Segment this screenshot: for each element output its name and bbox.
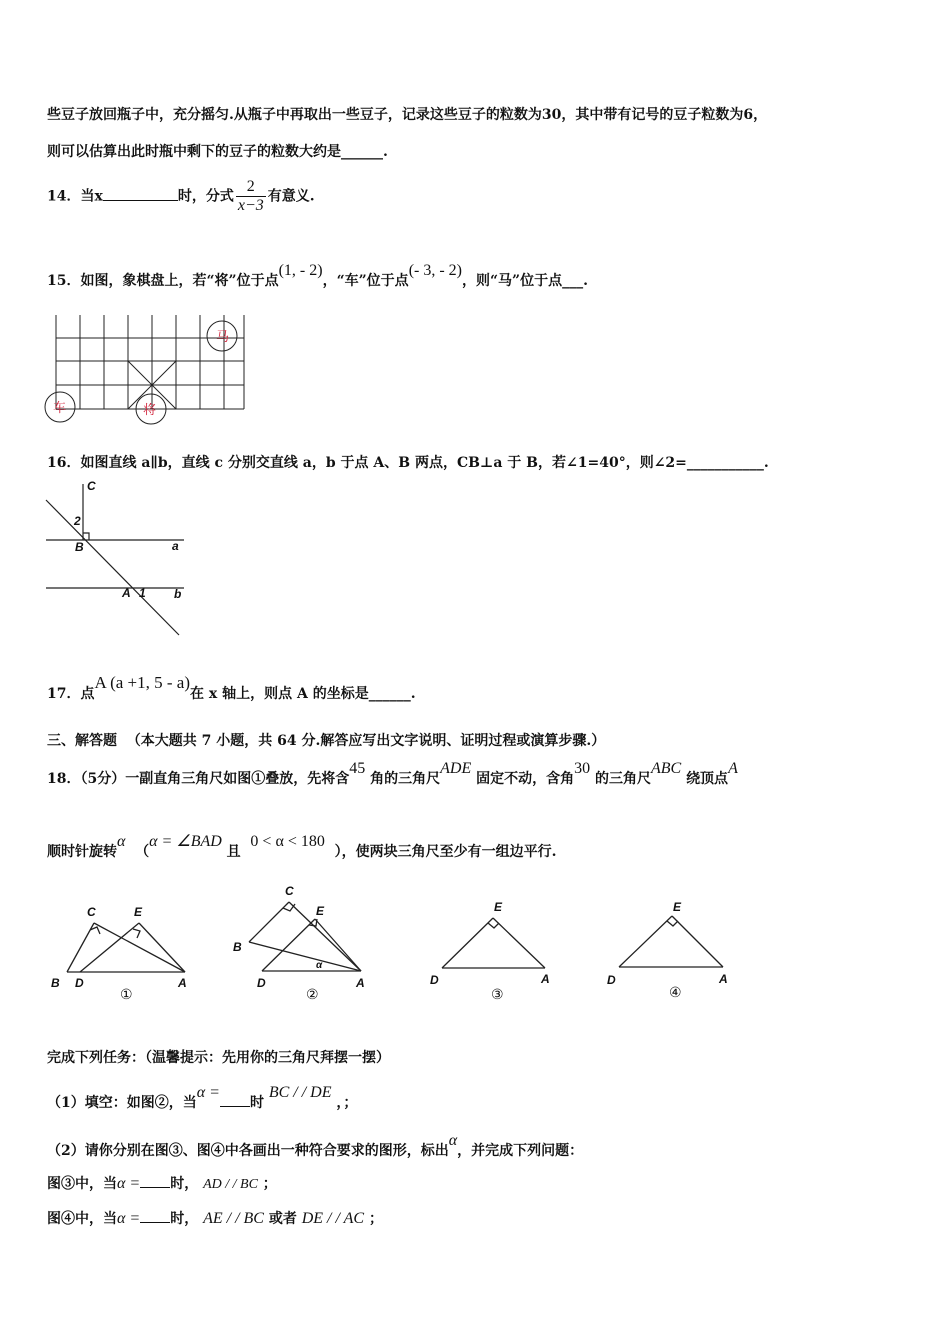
fig2-label-c: C [285,884,294,898]
q18-l1d: 的三角尺 [594,771,651,787]
piece-ma: 马 [216,329,230,344]
q18-f4-par1: AE / / BC [203,1210,264,1227]
q18-l2b: （ [135,844,150,860]
q14-numerator: 2 [236,178,266,197]
q18-f3-alpha: α = [117,1175,141,1192]
q17-suffix: 在 x 轴上，则点 A 的坐标是______. [190,686,416,702]
q18-f3-blank[interactable] [140,1173,170,1188]
section3-note: （本大题共 7 小题，共 64 分.解答应写出文字说明、证明过程或演算步骤.） [126,733,606,749]
q18-task: 完成下列任务：（温馨提示：先用你的三角尺拜摆一摆） [47,1050,390,1066]
fig1-label-a: A [178,976,187,990]
q15-point-jiang: (1, - 2) [278,262,323,279]
q18-range: 0 < α < 180 [250,833,325,850]
q18-p2b: ，并完成下列问题： [457,1143,584,1159]
q17-point: A (a +1, 5 - a) [94,673,190,692]
chessboard-figure [40,312,250,432]
q18-alpha: α [117,833,126,850]
q18-p2: （2）请你分别在图③、图④中各画出一种符合要求的图形，标出 [47,1143,449,1159]
fig16-label-1: 1 [139,586,146,600]
q18-l1e: 绕顶点 [686,771,729,787]
q18-45: 45 [349,760,366,777]
fig2-label-b: B [233,940,242,954]
q18-p1-alpha: α = [196,1084,220,1101]
fig1-label-b: B [51,976,60,990]
q18-l2a: 顺时针旋转 [47,844,117,860]
fig2-label-e: E [316,904,325,918]
q15-suffix: ，则“马”位于点___. [462,273,588,289]
piece-jiang: 将 [143,402,157,417]
q17 [47,673,416,703]
fig3-caption: ③ [491,986,504,1002]
q18-p2-alpha: α [448,1132,458,1149]
parallel-lines-figure [42,478,192,643]
q18-l1c: 固定不动，含角 [476,771,575,787]
q18-f4a: 图④中，当 [47,1211,117,1227]
q18-f4-alpha: α = [117,1210,141,1227]
fig16-label-a-line: a [172,539,179,553]
q18-f3b: 时， [170,1176,199,1192]
q18-f3-par: AD / / BC [203,1177,258,1192]
fig4-label-a: A [719,972,728,986]
q14-denominator: x−3 [237,197,264,214]
q18-abc: ABC [650,760,682,777]
fig1-label-e: E [134,905,143,919]
q18-fig3-answer [47,1173,277,1193]
q14-mid: 时，分式 [177,188,234,205]
q18-f4-par2: DE / / AC [301,1210,365,1227]
fig2-caption: ② [306,986,319,1002]
q18-f4-blank[interactable] [140,1208,170,1223]
fig3-label-e: E [494,900,503,914]
q13-line2: 则可以估算出此时瓶中剩下的豆子的粒数大约是______. [47,144,388,160]
q16-text: 16．如图直线 a∥b，直线 c 分别交直线 a，b 于点 A、B 两点，CB⊥a 于 B，若∠1=40°，则∠2=___________. [47,455,769,471]
fig4-label-e: E [673,900,682,914]
q14-fraction [236,178,266,215]
q18-p1-blank[interactable] [220,1092,250,1107]
q14-blank[interactable] [103,186,178,201]
q14-suffix: 有意义. [267,188,315,205]
fig1-label-d: D [75,976,84,990]
q18-30: 30 [574,760,591,777]
fig16-label-c: C [87,479,96,493]
q15 [47,262,588,290]
q18-p1c: ，； [336,1095,358,1111]
q18-a: A [728,760,738,777]
q18-line1 [47,760,738,788]
q18-part2 [47,1132,584,1160]
fig2-label-a: A [356,976,365,990]
q14-var: x [94,188,103,205]
fig16-label-a-point: A [122,586,131,600]
q18-ade: ADE [440,760,472,777]
fig2-label-d: D [257,976,266,990]
q18-p1a: （1）填空：如图②，当 [47,1095,197,1111]
q18-line2 [47,833,557,861]
fig16-label-2: 2 [74,514,81,528]
q15-point-che: (- 3, - 2) [408,262,462,279]
fig3-label-d: D [430,973,439,987]
section3-title: 三、解答题 [47,733,117,749]
q13-line1: 些豆子放回瓶子中，充分摇匀.从瓶子中再取出一些豆子，记录这些豆子的粒数为30，其中带有记号的豆子粒数为6， [47,107,768,123]
q18-alpha-def: α = ∠BAD [149,833,222,850]
q14-prefix: 14．当 [47,188,95,205]
fig16-label-b-line: b [174,587,182,601]
fig3-label-a: A [541,972,550,986]
q15-prefix: 15．如图，象棋盘上，若“将”位于点 [47,273,279,289]
q18-l1a: 18．（5分）一副直角三角尺如图①叠放，先将含 [47,771,350,787]
q17-prefix: 17．点 [47,686,95,702]
fig16-label-b-point: B [75,540,84,554]
q18-f4b: 时， [170,1211,199,1227]
q15-mid: ，“车”位于点 [322,273,409,289]
fig4-label-d: D [607,973,616,987]
q18-p1b: 时 [249,1095,264,1111]
q14 [47,178,315,215]
triangle-figures [45,880,905,1010]
q18-f3a: 图③中，当 [47,1176,117,1192]
q18-f4-or: 或者 [268,1211,297,1227]
fig1-label-c: C [87,905,96,919]
fig1-caption: ① [120,986,133,1002]
q18-f3c: ； [262,1176,277,1192]
q18-l1b: 角的三角尺 [370,771,441,787]
q18-part1 [47,1084,358,1112]
q18-fig4-answer [47,1208,383,1228]
q18-l2d: ），使两块三角尺至少有一组边平行. [334,844,557,860]
fig2-label-alpha: α [316,960,323,971]
section3-heading [47,730,605,750]
q18-p1-par: BC / / DE [268,1084,332,1101]
q18-f4c: ； [368,1211,383,1227]
q18-l2c: 且 [226,844,241,860]
piece-che: 车 [53,400,67,415]
fig4-caption: ④ [669,984,682,1000]
